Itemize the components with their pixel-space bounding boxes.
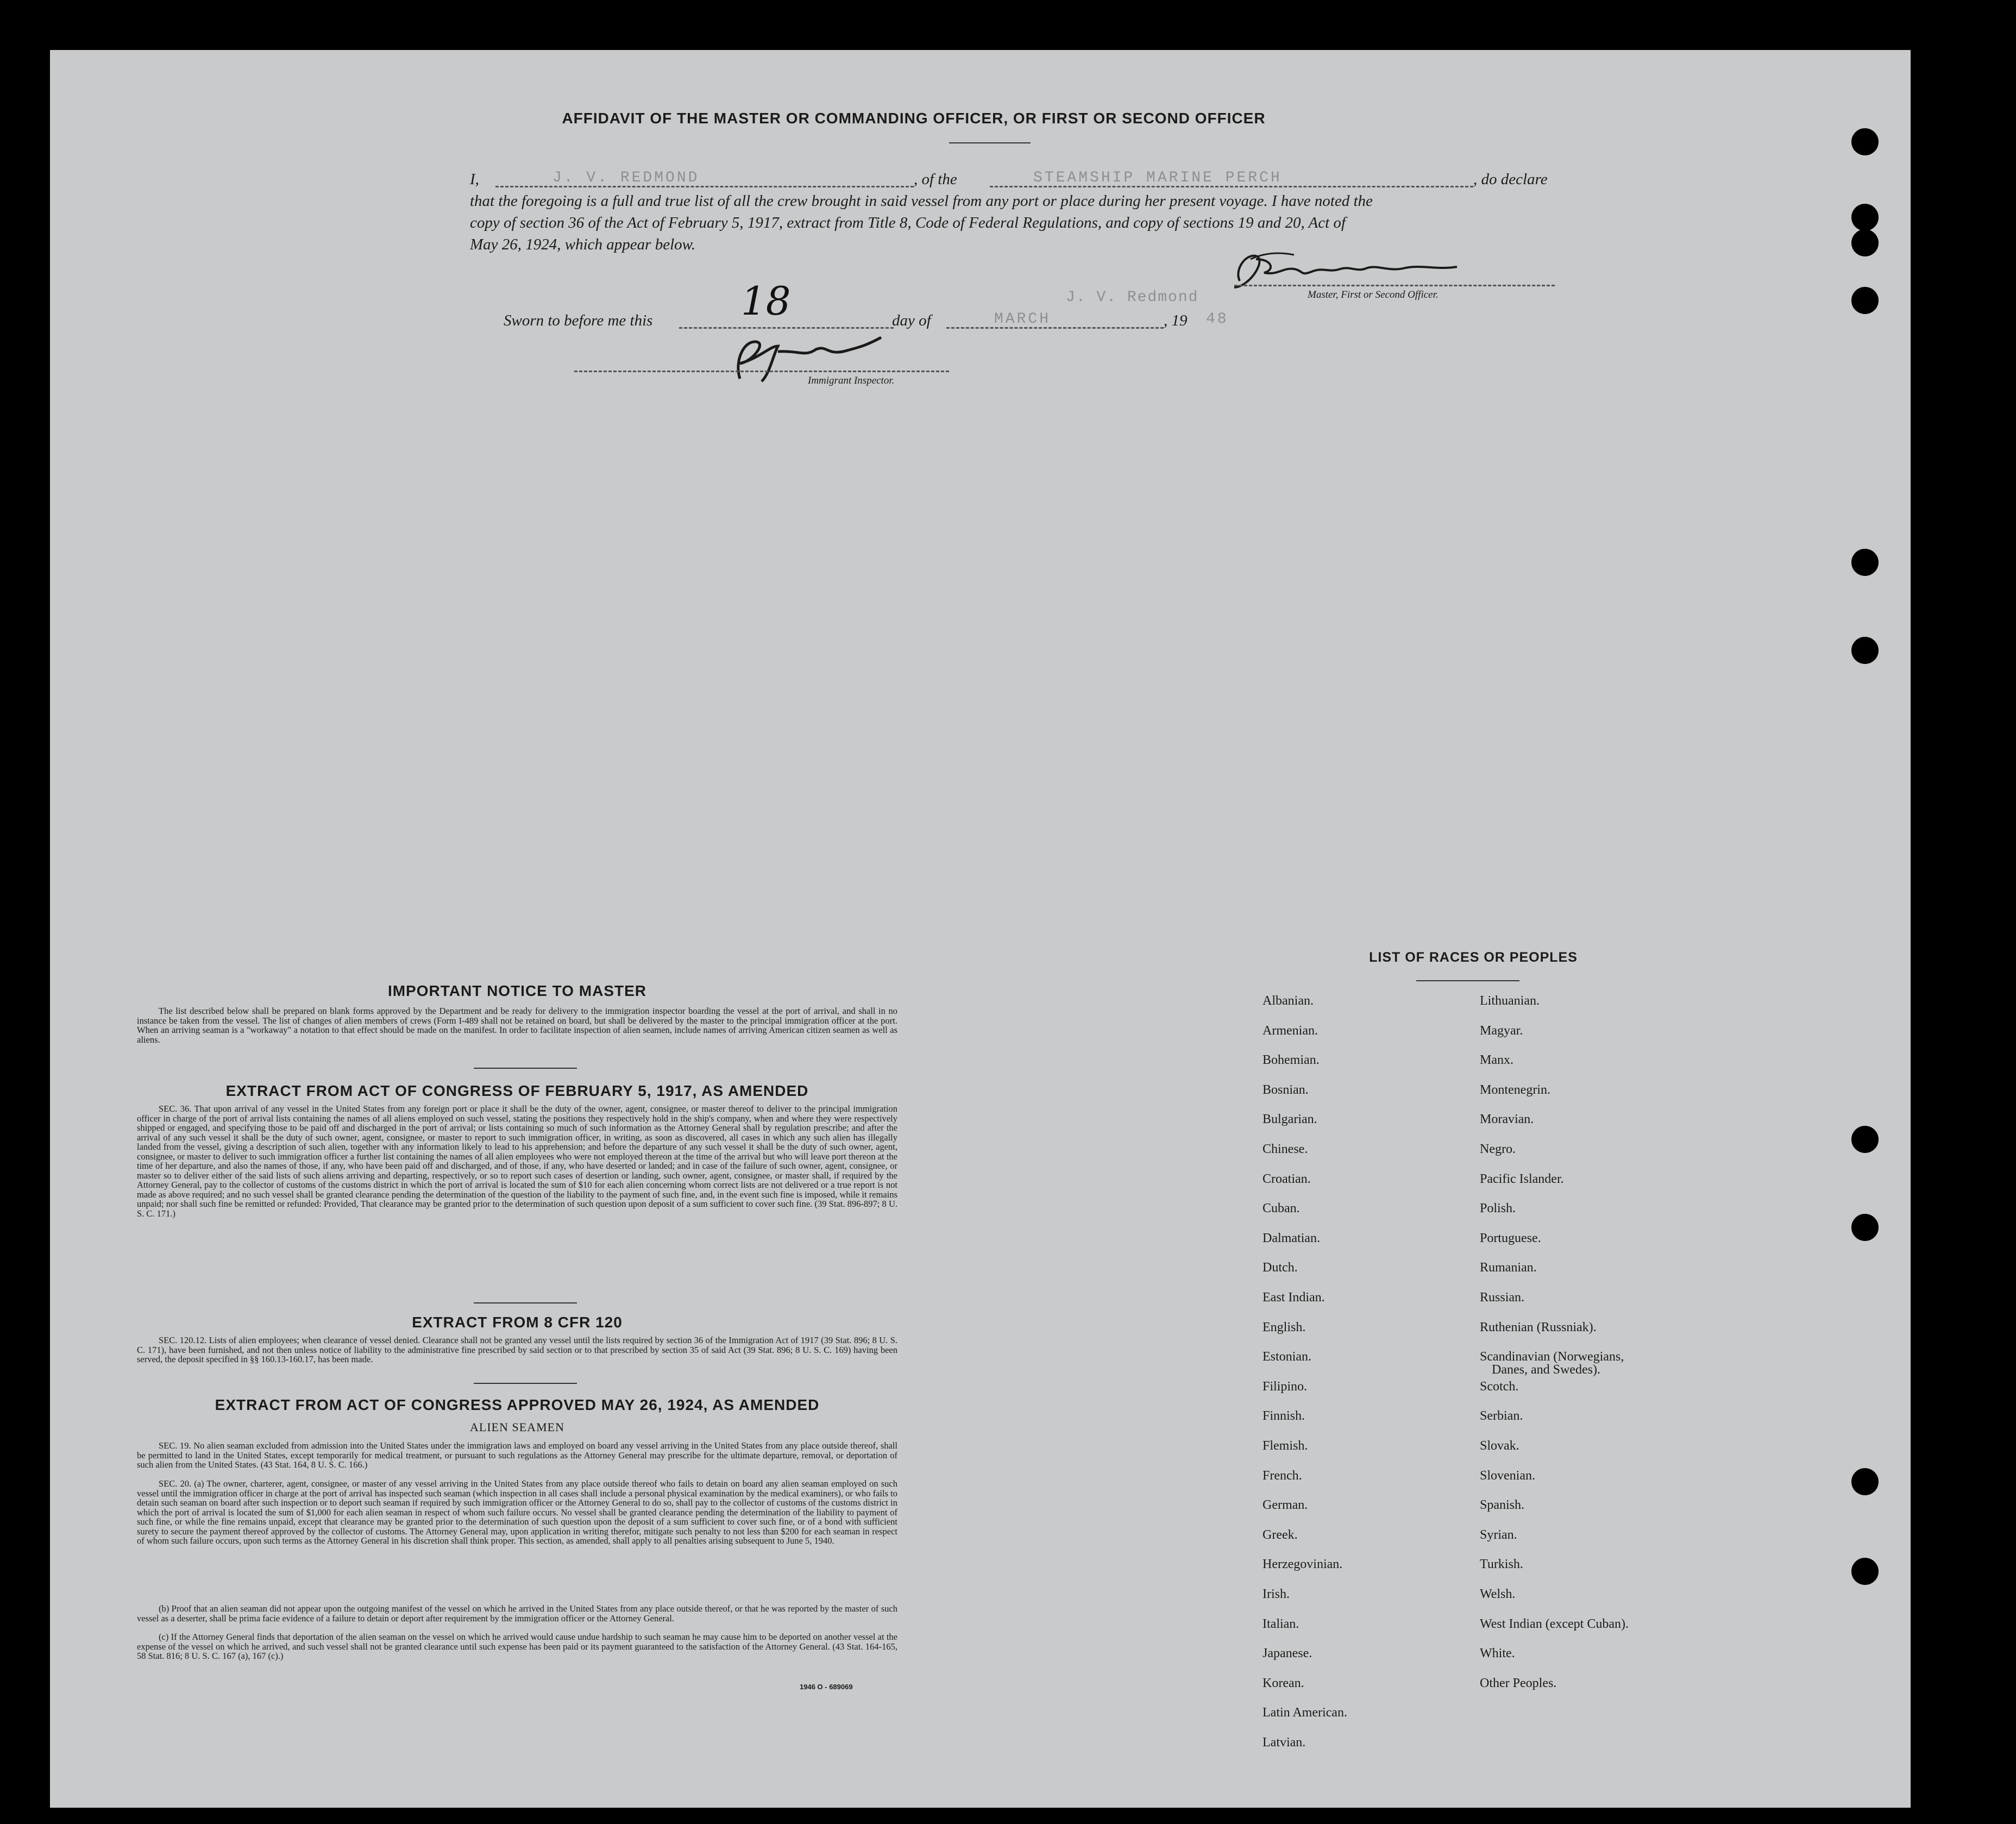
race-item: Slovak. <box>1480 1439 1519 1453</box>
race-item: White. <box>1480 1646 1515 1661</box>
punch-hole <box>1851 204 1879 231</box>
punch-hole <box>1851 287 1879 314</box>
race-item: Pacific Islander. <box>1480 1171 1564 1186</box>
typed-master: J. V. Redmond <box>1066 289 1199 306</box>
title-rule <box>949 142 1031 143</box>
race-item: Dalmatian. <box>1263 1231 1320 1245</box>
punch-hole <box>1851 1126 1879 1153</box>
race-item: East Indian. <box>1263 1290 1325 1305</box>
race-item: Filipino. <box>1263 1379 1308 1394</box>
inspector-line <box>574 371 949 372</box>
race-item: Chinese. <box>1263 1142 1308 1156</box>
master-line <box>1234 285 1555 286</box>
notice-heading: IMPORTANT NOTICE TO MASTER <box>387 982 647 999</box>
race-item: German. <box>1263 1498 1308 1513</box>
race-item: Greek. <box>1263 1527 1298 1542</box>
race-item: Armenian. <box>1263 1023 1318 1038</box>
race-item: Finnish. <box>1263 1409 1305 1424</box>
notice-body: The list described below shall be prepared on blank forms approved by the Department and be ready for delivery to the immigration inspector boarding the vessel at the port of arrival, and shall in no instance be taken from the vessel. The list of changes of alien members of crews (Form I-489 shall not be retained on board, but shall be delivered by the master to the principal immigration officer at the port. When an arriving seaman is a "workaway" a notation to that effect should be made on the manifest. In order to facilitate inspection of alien seamen, include names of arriving American citizen seamen as well as aliens. <box>137 1006 897 1045</box>
race-item: French. <box>1263 1468 1302 1483</box>
race-item: Russian. <box>1480 1290 1525 1305</box>
sworn-label: Sworn to before me this <box>504 312 653 329</box>
race-item: Turkish. <box>1480 1557 1523 1572</box>
race-item: Herzegovinian. <box>1263 1557 1343 1572</box>
sec19-paragraph: SEC. 19. No alien seaman excluded from admission into the United States under the immigration laws and employed on board any vessel arriving in the United States from any place outside thereof, shall be permitted to land in the United States, except temporarily for medical treatment, or pursuant to such regulations as the Attorney General may prescribe for the ultimate departure, removal, or deportation of such alien from the United States. (43 Stat. 164, 8 U. S. C. 166.) <box>137 1440 897 1470</box>
race-item: Rumanian. <box>1480 1261 1537 1275</box>
race-item: Flemish. <box>1263 1439 1308 1453</box>
sec20c-paragraph: (c) If the Attorney General finds that deportation of the alien seaman on the vessel on which he arrived would cause undue hardship to such seaman he may cause him to be deported on another vessel at the expense of the vessel on which he arrived, and such vessel shall not be granted clearance until such expense has been paid or its payment guaranteed to the satisfaction of the Attorney General. (43 Stat. 164-165, 58 Stat. 816; 8 U. S. C. 167 (a), 167 (c).) <box>137 1632 897 1661</box>
form-page <box>50 50 1911 1808</box>
race-item: Scandinavian (Norwegians, <box>1480 1350 1624 1364</box>
race-item: Italian. <box>1263 1616 1299 1631</box>
punch-hole <box>1851 128 1879 155</box>
affidavit-line2: that the foregoing is a full and true list of all the crew brought in said vessel from any port or place during her present voyage. I have noted the <box>470 192 1373 210</box>
extract-1917-heading: EXTRACT FROM ACT OF CONGRESS OF FEBRUARY 5, 1917, AS AMENDED <box>225 1082 809 1099</box>
race-item: Korean. <box>1263 1676 1304 1690</box>
punch-hole <box>1851 1468 1879 1495</box>
cfr-body: SEC. 120.12. Lists of alien employees; when clearance of vessel denied. Clearance shall not be granted any vessel until the lists required by section 36 of the Immigration Act of 1917 (39 Stat. 896; 8 U. S. C. 171), have been furnished, and not then unless notice of liability to the administrative fine prescribed by said section or to that prescribed by section 35 of said Act (39 Stat. 896; 8 U. S. C. 169) having been served, the deposit specified in §§ 160.13-160.17, has been made. <box>137 1335 897 1364</box>
extract-1917-body: SEC. 36. That upon arrival of any vessel in the United States from any foreign port or place it shall be the duty of the owner, agent, consignee, or master thereof to deliver to the principal immigration officer in charge of the port of arrival lists containing the names of all aliens employed on such vessel, stating the positions they respectively hold in the ship's company, when and where they were respectively shipped or engaged, and specifying those to be paid off and discharged in the port of arrival; or lists containing so much of such information as the Attorney General shall by regulation prescribe; and after the arrival of any such vessel it shall be the duty of such owner, agent, consignee, or master to report to such immigration officer, in writing, as soon as discovered, all cases in which any such alien has illegally landed from the vessel, giving a description of such alien, together with any information likely to lead to his apprehension; and before the departure of any such vessel it shall be the duty of such owner, agent, consignee, or master to deliver to such immigration officer a further list containing the names of all alien employees who were not employed thereon at the time of the arrival but who will leave port thereon at the time of her departure, and also the names of those, if any, who have been paid off and discharged, and of those, if any, who have deserted or landed; and in case of the failure of such owner, agent, consignee, or master so to deliver either of the said lists of such aliens arriving and departing, respectively, or so to report such cases of desertion or landing, such owner, agent, consignee, or master shall, if required by the Attorney General, pay to the collector of customs of the customs district in which the port of arrival is located the sum of $10 for each alien concerning whom correct lists are not delivered or a true report is not made as above required; and no such vessel shall be granted clearance pending the determination of the question of the liability to the payment of such fine, and, in the event such fine is imposed, while it remains unpaid; nor shall such fine be remitted or refunded: Provided, That clearance may be granted prior to the determination of such question upon deposit of a sum sufficient to cover such fine. (39 Stat. 896-897; 8 U. S. C. 171.) <box>137 1104 897 1219</box>
race-item: Latvian. <box>1263 1735 1306 1750</box>
master-caption: Master, First or Second Officer. <box>1308 289 1439 300</box>
affidavit-line4: May 26, 1924, which appear below. <box>470 236 696 253</box>
sworn-day-line <box>679 327 894 329</box>
sworn-day: 18 <box>741 278 791 324</box>
typed-vessel: STEAMSHIP MARINE PERCH <box>1033 170 1282 186</box>
punch-hole <box>1851 1214 1879 1241</box>
race-item: English. <box>1263 1320 1306 1334</box>
race-item: Magyar. <box>1480 1023 1523 1038</box>
punch-hole <box>1851 229 1879 256</box>
cfr-rule <box>474 1383 577 1384</box>
race-item: Japanese. <box>1263 1646 1312 1661</box>
race-item: Syrian. <box>1480 1527 1517 1542</box>
race-item: Bohemian. <box>1263 1053 1320 1068</box>
punch-hole <box>1851 637 1879 664</box>
race-item: Serbian. <box>1480 1409 1523 1424</box>
inspector-caption: Immigrant Inspector. <box>808 375 895 386</box>
race-item: Dutch. <box>1263 1261 1298 1275</box>
race-item: Ruthenian (Russniak). <box>1480 1320 1597 1334</box>
race-item: Montenegrin. <box>1480 1082 1550 1097</box>
punch-hole <box>1851 549 1879 576</box>
race-item: Manx. <box>1480 1053 1513 1068</box>
race-item: Polish. <box>1480 1201 1516 1216</box>
race-item: Negro. <box>1480 1142 1516 1156</box>
race-item: Slovenian. <box>1480 1468 1535 1483</box>
race-item: Scotch. <box>1480 1379 1519 1394</box>
punch-hole <box>1851 1558 1879 1585</box>
race-item: Estonian. <box>1263 1350 1311 1364</box>
typed-month: MARCH <box>994 311 1051 328</box>
alien-seamen-subheading: ALIEN SEAMEN <box>470 1420 564 1434</box>
notice-rule <box>474 1068 577 1069</box>
extract-1917-rule <box>474 1302 577 1303</box>
typed-year: 48 <box>1206 311 1229 328</box>
race-item: Cuban. <box>1263 1201 1300 1216</box>
race-item: Moravian. <box>1480 1112 1534 1127</box>
cfr-heading: EXTRACT FROM 8 CFR 120 <box>412 1314 623 1331</box>
affidavit-title: AFFIDAVIT OF THE MASTER OR COMMANDING OFFICER, OR FIRST OR SECOND OFFICER <box>562 110 1266 127</box>
race-item: Latin American. <box>1263 1706 1347 1720</box>
race-item: Albanian. <box>1263 994 1314 1008</box>
races-rule <box>1416 980 1519 981</box>
race-item: Irish. <box>1263 1587 1290 1601</box>
sec20b-paragraph: (b) Proof that an alien seaman did not appear upon the outgoing manifest of the vessel on which he arrived in the United States from any place outside thereof, or that he was reported by the master of such vessel as a deserter, shall be prima facie evidence of a failure to detain or deport after requirement by the immigration officer or the Attorney General. <box>137 1603 897 1624</box>
of-the-label: , of the <box>914 171 957 188</box>
race-item: Spanish. <box>1480 1498 1525 1513</box>
sec20a-paragraph: SEC. 20. (a) The owner, charterer, agent, consignee, or master of any vessel arriving in the United States from any place outside thereof who fails to detain on board any alien seaman employed on such vessel until the immigration officer in charge at the port of arrival has inspected such seaman (which inspection in all cases shall include a personal physical examination by the medical examiners), or who fails to detain such seaman on board after such inspection or to deport such seaman if required by such immigration officer or the Attorney General to do so, shall pay to the collector of customs of the customs district in which the port of arrival is located the sum of $1,000 for each alien seaman in respect of whom such failure occurs. No vessel shall be granted clearance pending the determination of the liability to payment of such fine, or while the fine remains unpaid, except that clearance may be granted prior to the determination of such question upon the deposit of a sum sufficient to cover such fine, or of a bond with sufficient surety to secure the payment thereof approved by the collector of customs. The Attorney General may, upon application in writing therefor, mitigate such penalty to not less than $200 for each seaman in respect of whom such failure occurs, upon such terms as the Attorney General in his discretion shall think proper. This section, as amended, shall apply to all penalties arising subsequent to June 5, 1940. <box>137 1478 897 1546</box>
race-item: Lithuanian. <box>1480 994 1540 1008</box>
races-heading: LIST OF RACES OR PEOPLES <box>1369 950 1578 965</box>
race-item: Danes, and Swedes). <box>1492 1363 1600 1377</box>
affidavit-prefix: I, <box>470 171 479 188</box>
race-item: Other Peoples. <box>1480 1676 1557 1690</box>
race-item: Croatian. <box>1263 1171 1311 1186</box>
race-item: Welsh. <box>1480 1587 1516 1601</box>
affidavit-line3: copy of section 36 of the Act of February 5, 1917, extract from Title 8, Code of Federal Regulations, and copy of sections 19 and 20, Act of <box>470 214 1346 231</box>
race-item: Bosnian. <box>1263 1082 1309 1097</box>
typed-name: J. V. REDMOND <box>552 170 700 186</box>
race-item: West Indian (except Cuban). <box>1480 1616 1629 1631</box>
race-item: Portuguese. <box>1480 1231 1541 1245</box>
do-declare-label: , do declare <box>1473 171 1548 188</box>
extract-1924-heading: EXTRACT FROM ACT OF CONGRESS APPROVED MAY 26, 1924, AS AMENDED <box>215 1396 820 1413</box>
race-item: Bulgarian. <box>1263 1112 1317 1127</box>
year-prefix: , 19 <box>1164 312 1188 329</box>
day-of-label: day of <box>892 312 931 329</box>
month-line <box>946 327 1164 329</box>
print-code: 1946 O - 689069 <box>800 1683 853 1691</box>
